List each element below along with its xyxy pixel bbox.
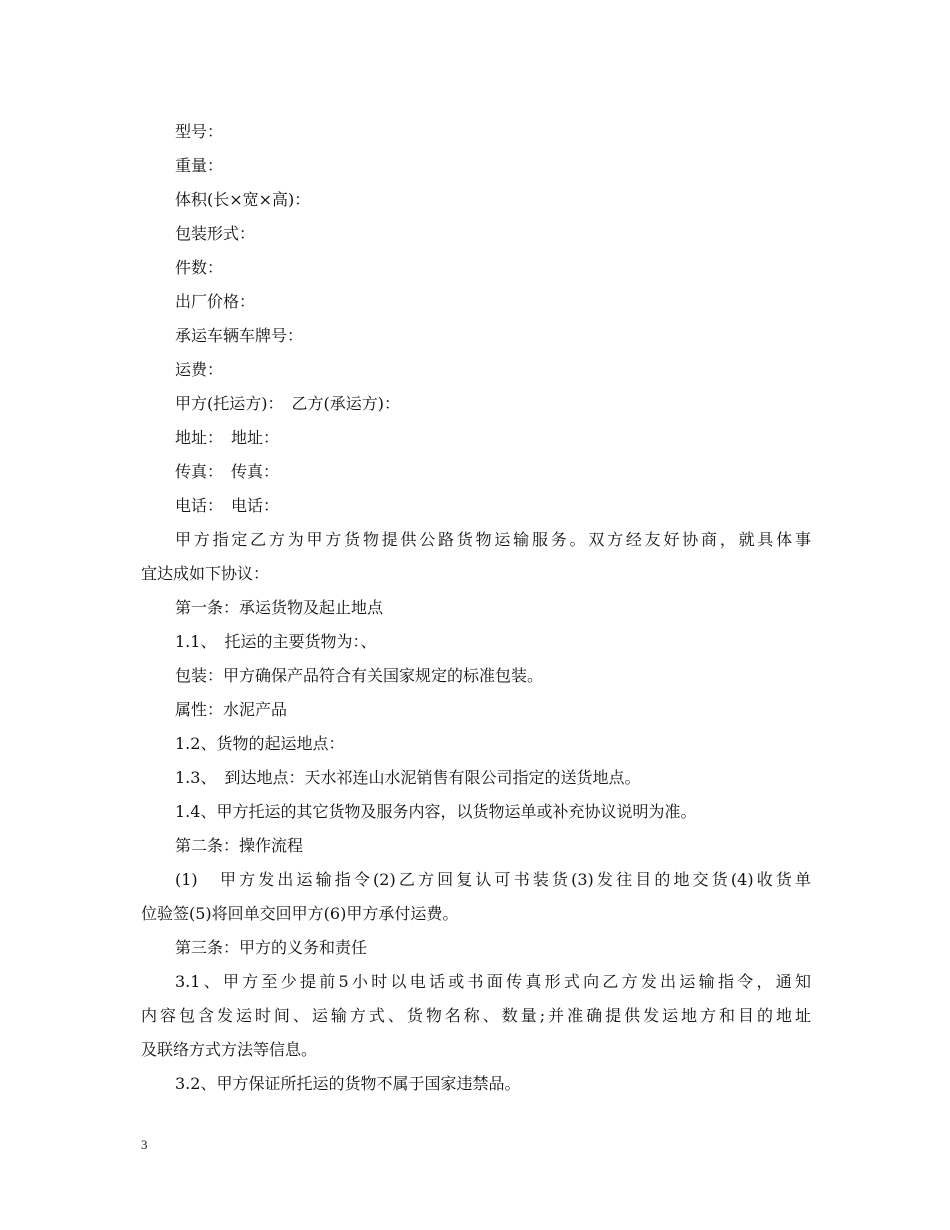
paragraph-intro-cont: 宜达成如下协议： bbox=[141, 564, 270, 583]
field-volume: 体积(长×宽×高)： bbox=[175, 190, 311, 209]
field-freight: 运费： bbox=[175, 360, 224, 379]
field-packaging: 包装形式： bbox=[175, 224, 256, 243]
article-1-heading: 第一条：承运货物及起止地点 bbox=[175, 598, 384, 617]
article-2-heading: 第二条：操作流程 bbox=[175, 836, 304, 855]
process-steps: (1) 甲方发出运输指令(2)乙方回复认可书装货(3)发往目的地交货(4)收货单 bbox=[175, 870, 811, 889]
address-line: 地址： 地址： bbox=[175, 428, 280, 447]
clause-3-1-end: 及联络方式方法等信息。 bbox=[141, 1040, 318, 1059]
field-factory-price: 出厂价格： bbox=[175, 292, 256, 311]
clause-3-1: 3.1、甲方至少提前5小时以电话或书面传真形式向乙方发出运输指令，通知 bbox=[175, 972, 811, 991]
process-steps-cont: 位验签(5)将回单交回甲方(6)甲方承付运费。 bbox=[141, 904, 459, 923]
parties-line: 甲方(托运方)： 乙方(承运方)： bbox=[175, 394, 400, 413]
document-body bbox=[141, 115, 811, 1101]
phone-line: 电话： 电话： bbox=[175, 496, 280, 515]
field-model: 型号： bbox=[175, 122, 224, 141]
field-vehicle-plate: 承运车辆车牌号： bbox=[175, 326, 304, 345]
clause-1-1: 1.1、 托运的主要货物为：、 bbox=[175, 632, 377, 651]
fax-line: 传真： 传真： bbox=[175, 462, 280, 481]
field-weight: 重量： bbox=[175, 156, 224, 175]
page-number: 3 bbox=[141, 1137, 148, 1152]
paragraph-intro: 甲方指定乙方为甲方货物提供公路货物运输服务。双方经友好协商，就具体事 bbox=[175, 530, 811, 549]
clause-3-2: 3.2、甲方保证所托运的货物不属于国家违禁品。 bbox=[175, 1074, 521, 1093]
clause-1-2: 1.2、货物的起运地点： bbox=[175, 734, 345, 753]
clause-3-1-cont: 内容包含发运时间、运输方式、货物名称、数量;并准确提供发运地方和目的地址 bbox=[141, 1006, 811, 1025]
clause-attribute: 属性：水泥产品 bbox=[175, 700, 288, 719]
article-3-heading: 第三条：甲方的义务和责任 bbox=[175, 938, 368, 957]
clause-1-3: 1.3、 到达地点：天水祁连山水泥销售有限公司指定的送货地点。 bbox=[175, 768, 641, 787]
field-pieces: 件数： bbox=[175, 258, 224, 277]
clause-packaging: 包装：甲方确保产品符合有关国家规定的标准包装。 bbox=[175, 666, 544, 685]
clause-1-4: 1.4、甲方托运的其它货物及服务内容，以货物运单或补充协议说明为准。 bbox=[175, 802, 697, 821]
